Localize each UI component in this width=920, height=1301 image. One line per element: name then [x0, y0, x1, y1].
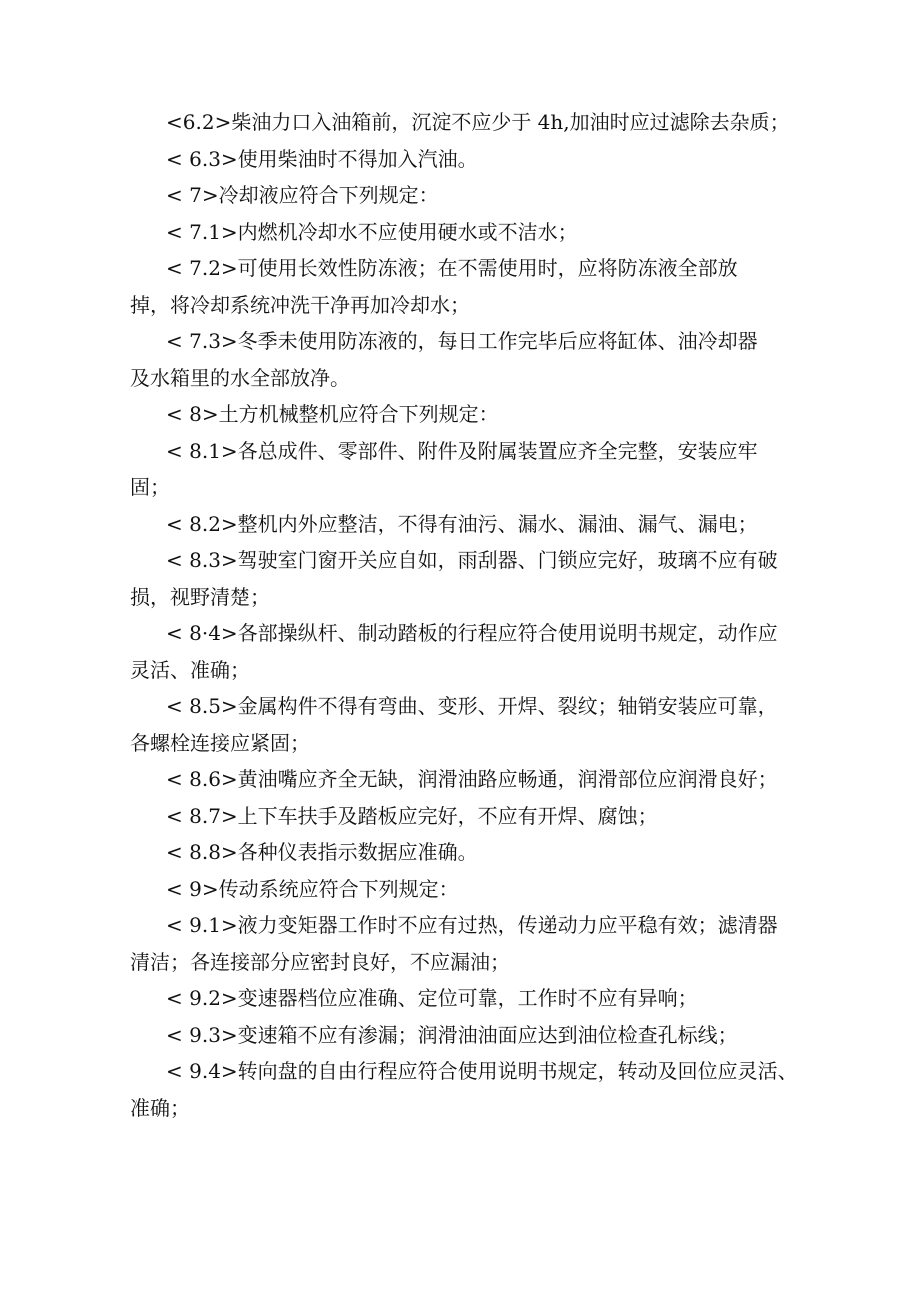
clause-paragraph	[130, 871, 830, 908]
clause-line: < 8.5>金属构件不得有弯曲、变形、开焊、裂纹；轴销安装应可靠，	[166, 694, 778, 718]
clause-line: < 7>冷却液应符合下列规定：	[166, 183, 439, 207]
clause-paragraph	[130, 834, 830, 871]
clause-line: < 9.1>液力变矩器工作时不应有过热，传递动力应平稳有效；滤清器	[166, 913, 778, 937]
clause-paragraph	[130, 1017, 830, 1054]
clause-continuation-line: 各螺栓连接应紧固；	[130, 730, 310, 755]
clause-paragraph	[130, 1053, 830, 1126]
clause-line: < 8.2>整机内外应整洁，不得有油污、漏水、漏油、漏气、漏电；	[166, 511, 758, 536]
clause-paragraph	[130, 177, 830, 214]
clause-paragraph	[130, 542, 830, 615]
clause-continuation-line: 掉，将冷却系统冲洗干净再加冷却水；	[130, 292, 470, 317]
clause-line: < 6.3>使用柴油时不得加入汽油。	[166, 146, 478, 171]
clause-paragraph	[130, 323, 830, 396]
clause-paragraph	[130, 433, 830, 506]
clause-line: < 7.3>冬季未使用防冻液的，每日工作完毕后应将缸体、油冷却器	[166, 329, 758, 353]
clause-line: < 7.2>可使用长效性防冻液；在不需使用时，应将防冻液全部放	[166, 256, 738, 280]
clause-continuation-line: 及水箱里的水全部放净。	[130, 365, 350, 390]
clause-line: <6.2>柴油力口入油箱前，沉淀不应少于 4h,加油时应过滤除去杂质；	[166, 110, 790, 134]
clause-paragraph	[130, 615, 830, 688]
clause-paragraph	[130, 141, 830, 178]
clause-line: < 8.8>各种仪表指示数据应准确。	[166, 840, 478, 864]
clause-line: < 9.3>变速箱不应有渗漏；润滑油油面应达到油位检查孔标线；	[166, 1022, 738, 1047]
clause-continuation-line: 清洁；各连接部分应密封良好，不应漏油；	[130, 949, 510, 974]
clause-line: < 8.7>上下车扶手及踏板应完好，不应有开焊、腐蚀；	[166, 803, 658, 828]
clause-paragraph	[130, 798, 830, 835]
clause-line: < 9.4>转向盘的自由行程应符合使用说明书规定，转动及回位应灵活、	[166, 1059, 798, 1083]
clause-line: < 8>土方机械整机应符合下列规定：	[166, 402, 499, 426]
clause-line: < 8.6>黄油嘴应齐全无缺，润滑油路应畅通，润滑部位应润滑良好；	[166, 767, 778, 791]
clause-paragraph	[130, 214, 830, 251]
clause-continuation-line: 灵活、准确；	[130, 657, 250, 682]
clause-line: < 9>传动系统应符合下列规定：	[166, 876, 459, 901]
document-body	[130, 104, 830, 1126]
clause-continuation-line: 固；	[130, 475, 170, 499]
clause-paragraph	[130, 761, 830, 798]
clause-line: < 7.1>内燃机冷却水不应使用硬水或不洁水；	[166, 219, 578, 244]
clause-paragraph	[130, 688, 830, 761]
clause-line: < 8·4>各部操纵杆、制动踏板的行程应符合使用说明书规定，动作应	[166, 621, 778, 645]
clause-line: < 8.3>驾驶室门窗开关应自如，雨刮器、门锁应完好，玻璃不应有破	[166, 548, 778, 572]
clause-continuation-line: 损，视野清楚；	[130, 584, 270, 609]
clause-paragraph	[130, 980, 830, 1017]
clause-paragraph	[130, 250, 830, 323]
clause-paragraph	[130, 907, 830, 980]
clause-paragraph	[130, 104, 830, 141]
clause-paragraph	[130, 506, 830, 543]
clause-line: < 8.1>各总成件、零部件、附件及附属装置应齐全完整，安装应牢	[166, 438, 758, 463]
clause-paragraph	[130, 396, 830, 433]
clause-continuation-line: 准确；	[130, 1095, 190, 1120]
clause-line: < 9.2>变速器档位应准确、定位可靠，工作时不应有异响；	[166, 986, 698, 1010]
